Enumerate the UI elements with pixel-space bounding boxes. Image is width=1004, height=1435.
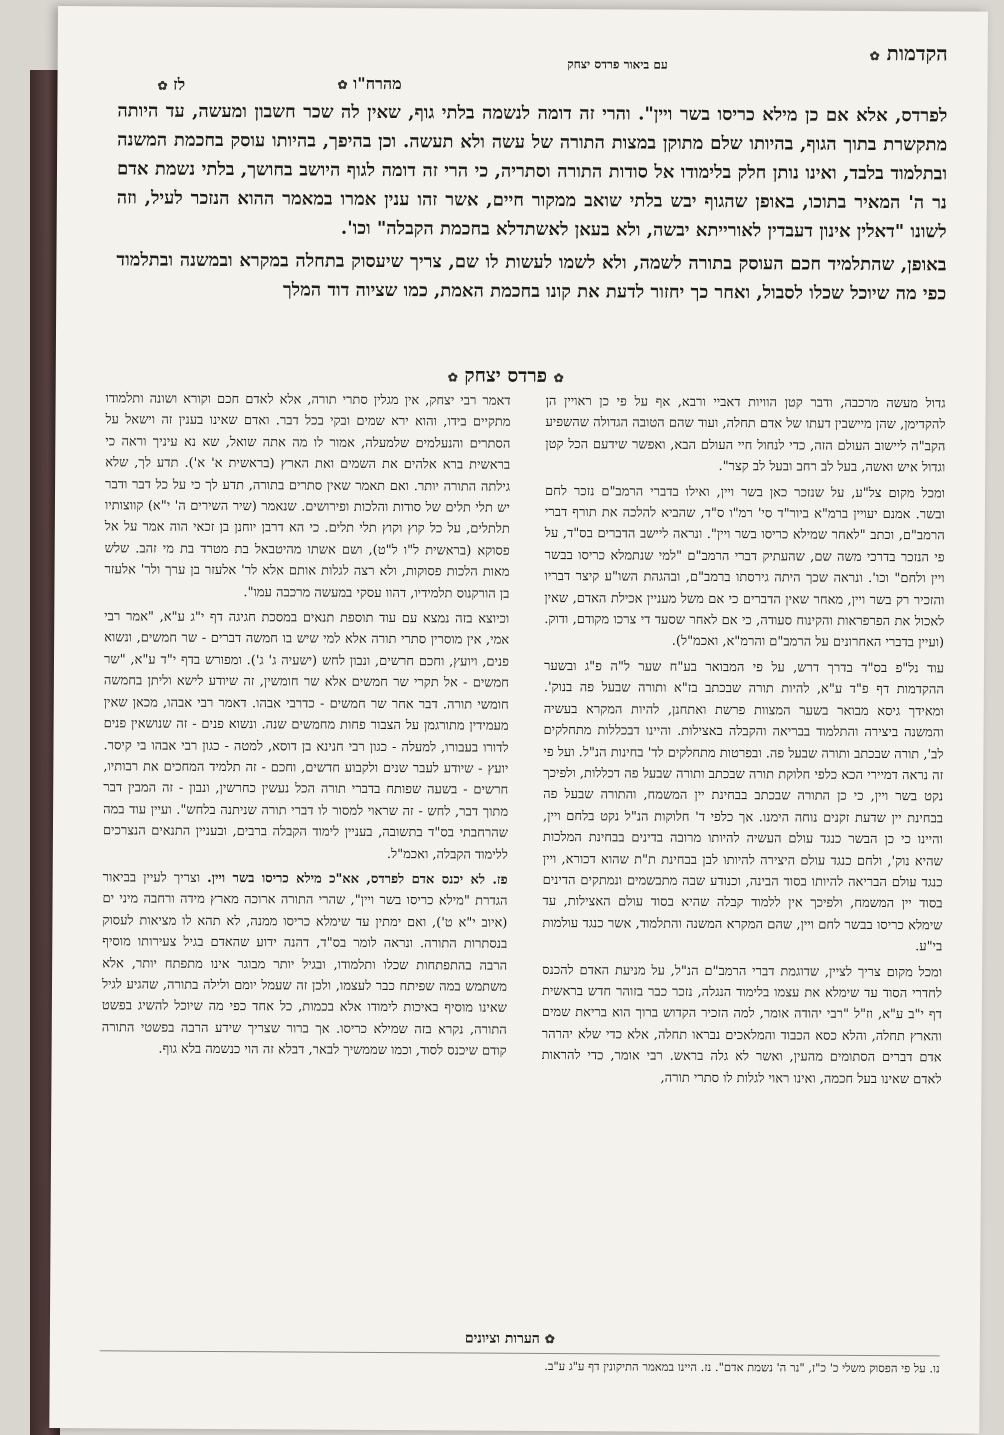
page-number-text: לז <box>173 74 186 94</box>
ornament-icon: ✿ <box>337 77 348 92</box>
ornament-icon: ✿ <box>447 370 458 385</box>
running-title <box>870 41 948 66</box>
footnotes: נו. על פי הפסוק משלי כ' כ"ז, "נר ה' נשמת אדם". נז. היינו במאמר התיקונין דף ע"ג ע"ב. <box>544 1358 940 1376</box>
notes-title <box>430 1330 590 1348</box>
commentary-title-text: פרדס יצחק <box>464 364 548 387</box>
running-title-text: הקדמות <box>886 41 948 66</box>
paragraph-body: וצריך לעיין בביאור הגדרת "מילא כריסו בשר ויין", שהרי התורה ארוכה מארץ מידה ורחבה מיני ים (איוב י"א ט'), ואם ימתין עד שימלא כריסו ממנה, לא תהא לו מציאות לעסוק בנסתרות התורה. ונראה לומר בס"ד, דהנה ידוע שהאדם בגיל צעירותו מוסיף הרבה בהתפתחות שכלו ותלמודו, ובגיל יותר מבוגר אינו מתפתח יותר, אלא משתמש במה שפיתח כבר לעצמו, ולכן זה שעמל יומם ולילה בתורה, שהגיע לגיל שאינו מוסיף באיכות לימודו אלא בכמות, כל אחד כפי מה שיוכל להשיג בפשט התורה, נקרא בזה שמילא כריסו. אך ברור שצריך שידע הרבה בפשטי התורה קודם שיכנס לסוד, וכמו שממשיך לבאר, דבלא זה הוי כנשמה בלא גוף. <box>101 870 508 1059</box>
paragraph-body: שהתלמיד חכם העוסק בתורה לשמה, ולא לשמו לעשות לו שם, צריך שיעסוק בתחלה במקרא ובמשנה ובתלמוד כפי מה שיוכל שכלו לסבול, ואחר כך יחזור לדעת את קונו בחכמת האמת, כמו שציוה דוד המלך <box>116 249 947 305</box>
ornament-icon: ✿ <box>553 371 564 386</box>
commentary-column-left <box>102 388 511 1066</box>
paragraph-lead: באופן, <box>900 254 947 276</box>
page-number <box>157 75 185 95</box>
commentary-paragraph: גדול מעשה מרכבה, ודבר קטן הוויות דאביי ורבא, אף על פי כן ראויין הן להקדימן, שהן מיישבין דעתו של אדם תחלה, ועוד שהם הטובה הגדולה שהשפיע הקב"ה ליישוב העולם הזה, כדי לנחול חיי העולם הבא, ואפשר שידעם הכל קטן וגדול איש ואשה, בעל לב רחב ובעל לב קצר". <box>545 393 946 476</box>
page-header <box>97 36 947 101</box>
commentary-paragraph: עוד נל"פ בס"ד בדרך דרש, על פי המבואר בע"ח שער ל"ה פ"ג ובשער ההקדמות דף פ"ד ע"א, להיות תורה שבכתב בז"א ותורה שבעל פה בנוק'. ומאידך גיסא מבואר בשער המצוות פרשת ואתחנן, להיות המקרא בעשיה והמשנה ביצירה והתלמוד בבריאה והקבלה באצילות. והיינו דבכללות מתחלקים לב', תורה שבכתב ותורה שבעל פה. ובפרטות מתחלקים לד' בחינות הנ"ל. ועל פי זה נראה דמיירי הכא כלפי חלוקת תורה שבכתב ותורה שבעל פה דכללות, ולפיכך נקט בשר ויין, כי כן התורה שבכתב בבחינת יין המשמח, והתורה שבעל פה בבחינת יין שדעת זקנים נוחה הימנו. אך כלפי ד' חלוקות הנ"ל נקט בלחם ויין, והיינו כי כן הבשר כנגד עולם העשיה להיותו מרובה בדינים בבחינת המלכות שהיא נוק', ולחם כנגד עולם היצירה להיותו לבן בבחינת ת"ת שהוא דכורא, ויין כנגד עולם הבריאה להיותו בסוד הבינה, וכנודע שבה מתבשמים ונמתקים הדינים בסוד יין המשמח, ולפיכך אין ללמוד קבלה שהיא בסוד עולם האצילות, עד שימלא כריסו בבשר לחם ויין, שהם המקרא המשנה והתלמוד, אשר כנגד עולמות בי"ע. <box>542 658 945 955</box>
ornament-icon: ✿ <box>869 48 880 64</box>
notes-title-text: הערות וציונים <box>464 1330 540 1347</box>
main-text <box>116 96 947 312</box>
commentary-column-right <box>541 391 945 1094</box>
commentary-paragraph: ומכל מקום צריך לציין, שדוגמת דברי הרמב"ם הנ"ל, על מניעת האדם להכנס לחדרי הסוד עד שימלא את עצמו בלימוד הנגלה, נזכר כבר בזוהר חדש בראשית דף י"ב ע"א, וז"ל "רבי יהודה אומר, למה הזכיר הקדוש ברוך הוא בריאת שמים והארץ תחלה, והלא כסא הכבוד והמלאכים נבראו תחלה, אלא כדי שלא יהרהר אדם דברים הסתומים מהעין, ואשר לא גלה בראש. רבי אומר, כדי להראות לאדם שאינו בעל חכמה, ואינו ראוי לגלות לו סתרי תורה, <box>541 962 943 1088</box>
paragraph-lead: פז. לא יכנס אדם לפרדס, אא"כ מילא כריסו בשר ויין. <box>207 870 508 888</box>
running-author-text: מהרח"ו <box>353 73 402 94</box>
book-page <box>49 6 988 1434</box>
running-author <box>337 74 401 94</box>
main-paragraph: לפרדס, אלא אם כן מילא כריסו בשר ויין". והרי זה דומה לנשמה בלתי גוף, שאין לה שכר חשבון ומעשה, עד היותה מתקשרת בתוך הגוף, בהיותו שלם מתוקן במצות התורה של עשה ולא תעשה. וכן בהיפך, בהיותו עוסק בחכמת המשנה ובתלמוד בלבד, ואינו נותן חלק בלימודו אל סודות התורה וסתריה, כי הרי זה דומה לגוף היושב בחושך, בלתי נשמת אדם נר ה' המאיר בתוכו, באופן שהגוף יבש בלתי שואב ממקור חיים, אשר זהו ענין אמרו במאמר ההוא הנזכר לעיל, וזה לשונו "דאלין אינון דעבדין לאורייתא יבשה, ולא בעאן לאשתדלא בחכמת הקבלה" וכו'. <box>116 100 948 243</box>
main-paragraph <box>116 245 946 308</box>
commentary-paragraph: וכיוצא בזה נמצא עם עוד תוספת תנאים במסכת חגיגה דף י"ג ע"א, "אמר רבי אמי, אין מוסרין סתרי תורה אלא למי שיש בו חמשה דברים - שר חמשים, ונשוא פנים, ויועץ, וחכם חרשים, ונבון לחש (ישעיה ג' ג'). ומפורש בדף י"ד ע"א, "שר חמשים - אל תקרי שר חמשים אלא שר חומשין, זה שיודע לישא וליתן בחמשה חומשי תורה. דבר אחר שר חמשים - כדרבי אבהו. דאמר רבי אבהו, מכאן שאין מעמידין מתורגמן על הצבור פחות מחמשים שנה. ונשוא פנים - זה שנושאין פנים לדורו בעבורו, למעלה - כגון רבי חנינא בן דוסא, למטה - כגון רבי אבהו בי קיסר. יועץ - שיודע לעבר שנים ולקבוע חדשים, וחכם - זה תלמיד המחכים את רבותיו, חרשים - בשעה שפותח בדברי תורה הכל נעשין כחרשין, ונבון - זה המבין דבר מתוך דבר, לחש - זה שראוי למסור לו דברי תורה שניתנה בלחש". ועיין עוד במה שהרחבתי בס"ד בתשובה, בעניין לימוד הקבלה ברבים, ובעניין התנאים הנצרכים ללימוד הקבלה, ואכמ"ל. <box>102 609 510 863</box>
commentary-paragraph <box>102 867 508 1062</box>
ornament-icon: ✿ <box>157 78 168 93</box>
commentary-title <box>426 364 586 388</box>
running-subtitle: עם ביאור פרדס יצחק <box>567 57 668 72</box>
commentary-paragraph: ומכל מקום צל"ע, על שנזכר כאן בשר ויין, ואילו בדברי הרמב"ם נזכר לחם ובשר. אמנם יעויין ברמ"א ביור"ד סי' רמ"ו ס"ד, שהביא להלכה את תורף דברי הרמב"ם, וכתב "לאחר שמילא כריסו בשר ויין". ונראה ליישב הדברים בס"ד, על פי הנזכר בדרכי משה שם, שהעתיק דברי הרמב"ם "למי שנתמלא כריסו בבשר ויין ולחם" וכו'. ונראה שכך היתה גירסתו ברמב"ם, ובהגהת השו"ע קיצר דבריו והזכיר רק בשר ויין, מאחר שאין הדברים כי אם משל מעניין אכילת האדם, שאין לאכול את הפרפראות והקינוח סעודה, כי אם לאחר שסעד די צרכו מקודם, ודוק. (ועיין בדברי האחרונים על הרמב"ם והרמ"א, ואכמ"ל). <box>544 483 946 651</box>
ornament-icon: ✿ <box>544 1331 555 1347</box>
commentary-paragraph: דאמר רבי יצחק, אין מגלין סתרי תורה, אלא לאדם חכם וקורא ושונה ותלמודו מתקיים בידו, והוא ירא שמים ובקי בכל דבר. ואדם שאינו בענין זה וישאל על הסתרים והנעלמים שלמעלה, אמור לו מה אתה שואל, שא נא עיניך וראה כי בראשית ברא אלהים את השמים ואת הארץ (בראשית א' א'). תדע לך, שלא גילתה התורה יותר. ואם תאמר שאין סתרים בתורה, תדע לך כי על כל דבר ודבר יש תלי תלים של סודות והלכות ופירושים. שנאמר (שיר השירים ה' י"א) קווצותיו תלתלים, על כל קוץ וקוץ תלי תלים. כי הא דרבן יוחנן בן זכאי הוה אמר על אל פסוקא (בראשית ל"ו ל"ט), ושם אשתו מהיטבאל בת מטרד בת מי זהב. שלש מאות הלכות פסוקות, ולא רצה לגלות אותם אלא לר' אלעזר בן ערך ולר' אלעזר בן הורקנוס תלמידיו, דהוו עסקי במעשה מרכבה עמו". <box>104 391 511 602</box>
